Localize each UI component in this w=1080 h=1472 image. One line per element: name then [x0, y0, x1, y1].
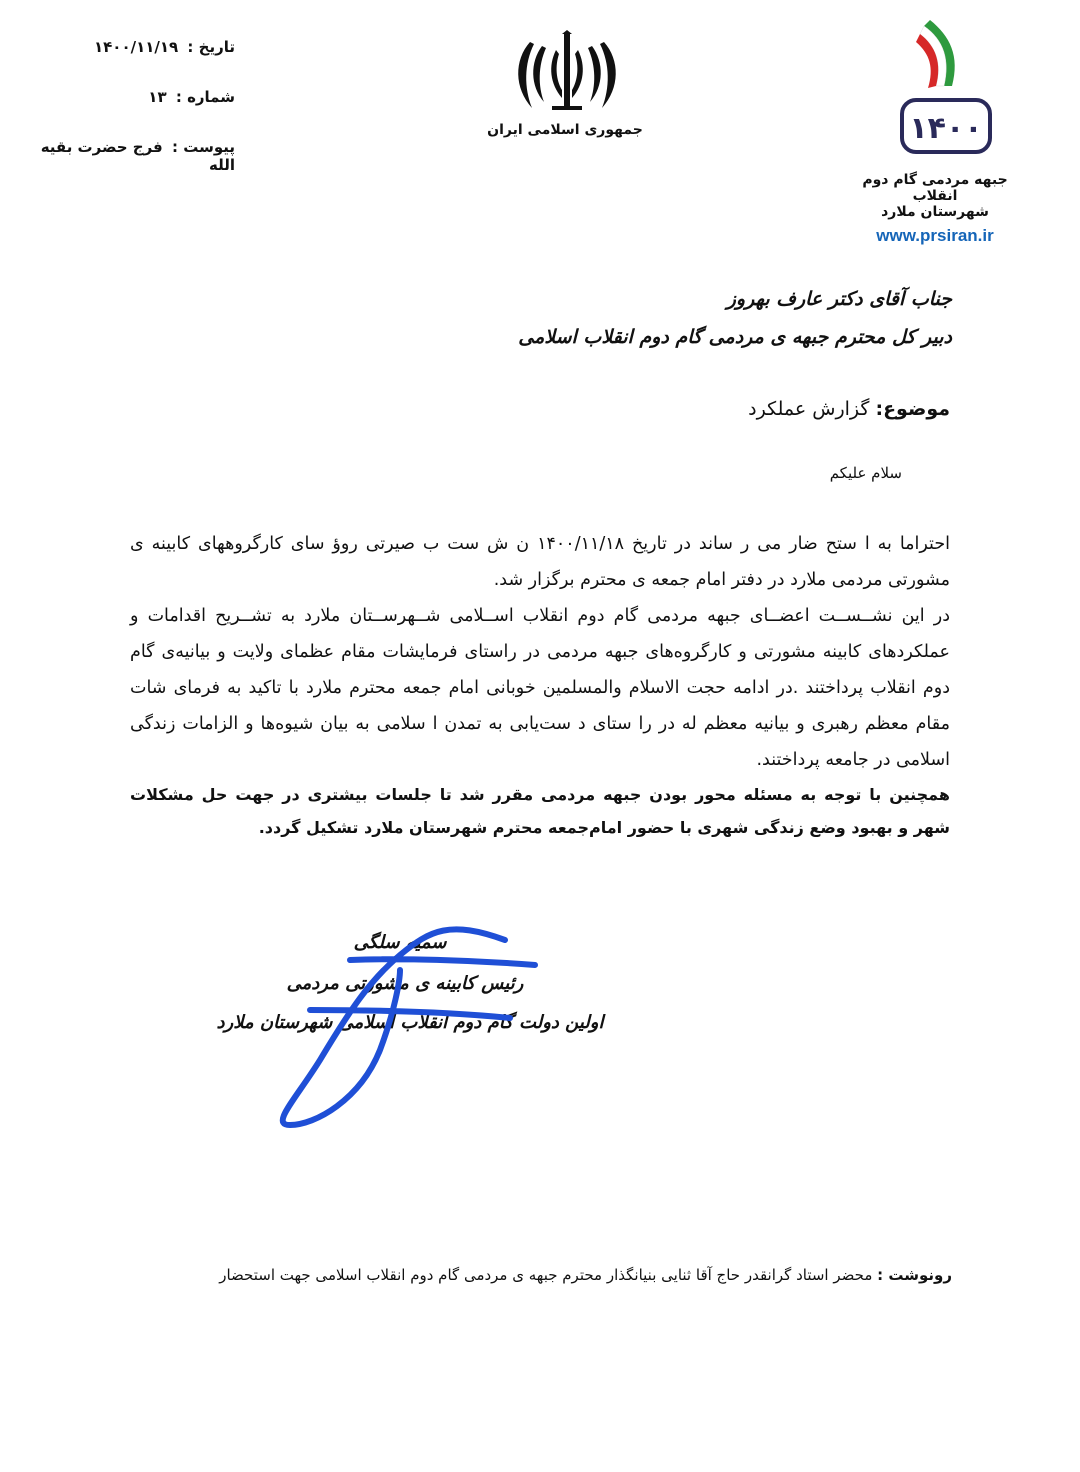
- iran-emblem-icon: [512, 30, 622, 114]
- date-value: ۱۴۰۰/۱۱/۱۹: [93, 38, 179, 56]
- subject-label: موضوع:: [875, 398, 950, 420]
- handwritten-signature: [250, 900, 580, 1150]
- date-label: تاریخ :: [187, 38, 235, 56]
- number-value: ۱۳: [148, 88, 167, 106]
- emblem-caption: جمهوری اسلامی ایران: [487, 122, 643, 138]
- signer-name: سمیه سلگی: [353, 932, 447, 953]
- body-paragraph-1: احتراما به ا ستح ضار می ر ساند در تاریخ ۱۴۰۰/۱۱/۱۸ ن ش ست ب صیرتی روؤ سای کارگروههای کابینه ی مشورتی مردمی ملارد در دفتر امام جمعه ی محترم برگزار شد.: [130, 534, 951, 590]
- letter-attachment: [40, 138, 235, 174]
- cc-label: رونوشت :: [877, 1266, 952, 1284]
- signer-role: رئیس کابینه ی مشورتی مردمی: [286, 973, 524, 994]
- organization-website[interactable]: www.prsiran.ir: [876, 226, 994, 245]
- gam-dovom-logo-icon: [890, 16, 1000, 166]
- body-paragraph-2: در این نشــســت اعضــای جبهه مردمی گام دوم انقلاب اســلامی شــهرســتان ملارد به تشــریح اقدامات و عملکردهای کابینه مشورتی و کارگروه‌های جبهه مردمی در راستای فرمایشات مقام عظمای ولایت و بیانیه‌ی گام دوم انقلاب پرداختند .در ادامه حجت الاسلام والمسلمین خوبانی امام جمعه محترم ملارد با تاکید به فرمای شات مقام معظم رهبری و بیانیه معظم له در را ستای د ست‌یابی به تمدن ا سلامی به بیان شیوه‌ها و الزامات زندگی اسلامی در جامعه پرداختند.: [130, 606, 950, 770]
- body-paragraph-3: همچنین با توجه به مسئله محور بودن جبهه مردمی مقرر شد تا جلسات بیشتری در جهت حل مشکلات شهر و بهبود وضع زندگی شهری با حضور امام‌جمعه محترم شهرستان ملارد تشکیل گردد.: [130, 785, 950, 837]
- attachment-value: فرج حضرت بقیه الله: [40, 138, 235, 174]
- subject-value: گزارش عملکرد: [748, 398, 870, 420]
- logo-text: ۱۴۰۰: [909, 111, 983, 146]
- carbon-copy: [152, 1266, 952, 1284]
- letter-body: [130, 526, 950, 844]
- number-label: شماره :: [175, 88, 235, 106]
- letter-number: [40, 88, 235, 106]
- cc-value: محضر استاد گرانقدر حاج آقا ثنایی بنیانگذار محترم جبهه ی مردمی گام دوم انقلاب اسلامی جهت استحضار: [219, 1266, 873, 1284]
- organization-city: شهرستان ملارد: [881, 204, 989, 220]
- attachment-label: پیوست :: [171, 138, 235, 156]
- letter-date: [40, 38, 235, 56]
- letter-subject: [250, 398, 950, 420]
- organization-name: جبهه مردمی گام دوم انقلاب: [862, 172, 1008, 204]
- recipient-name: جناب آقای دکتر عارف بهروز: [726, 288, 952, 310]
- recipient-title: دبیر کل محترم جبهه ی مردمی گام دوم انقلاب اسلامی: [518, 326, 952, 348]
- greeting: سلام علیکم: [829, 464, 902, 482]
- signer-organization: اولین دولت گام دوم انقلاب اسلامی شهرستان ملارد: [216, 1012, 604, 1033]
